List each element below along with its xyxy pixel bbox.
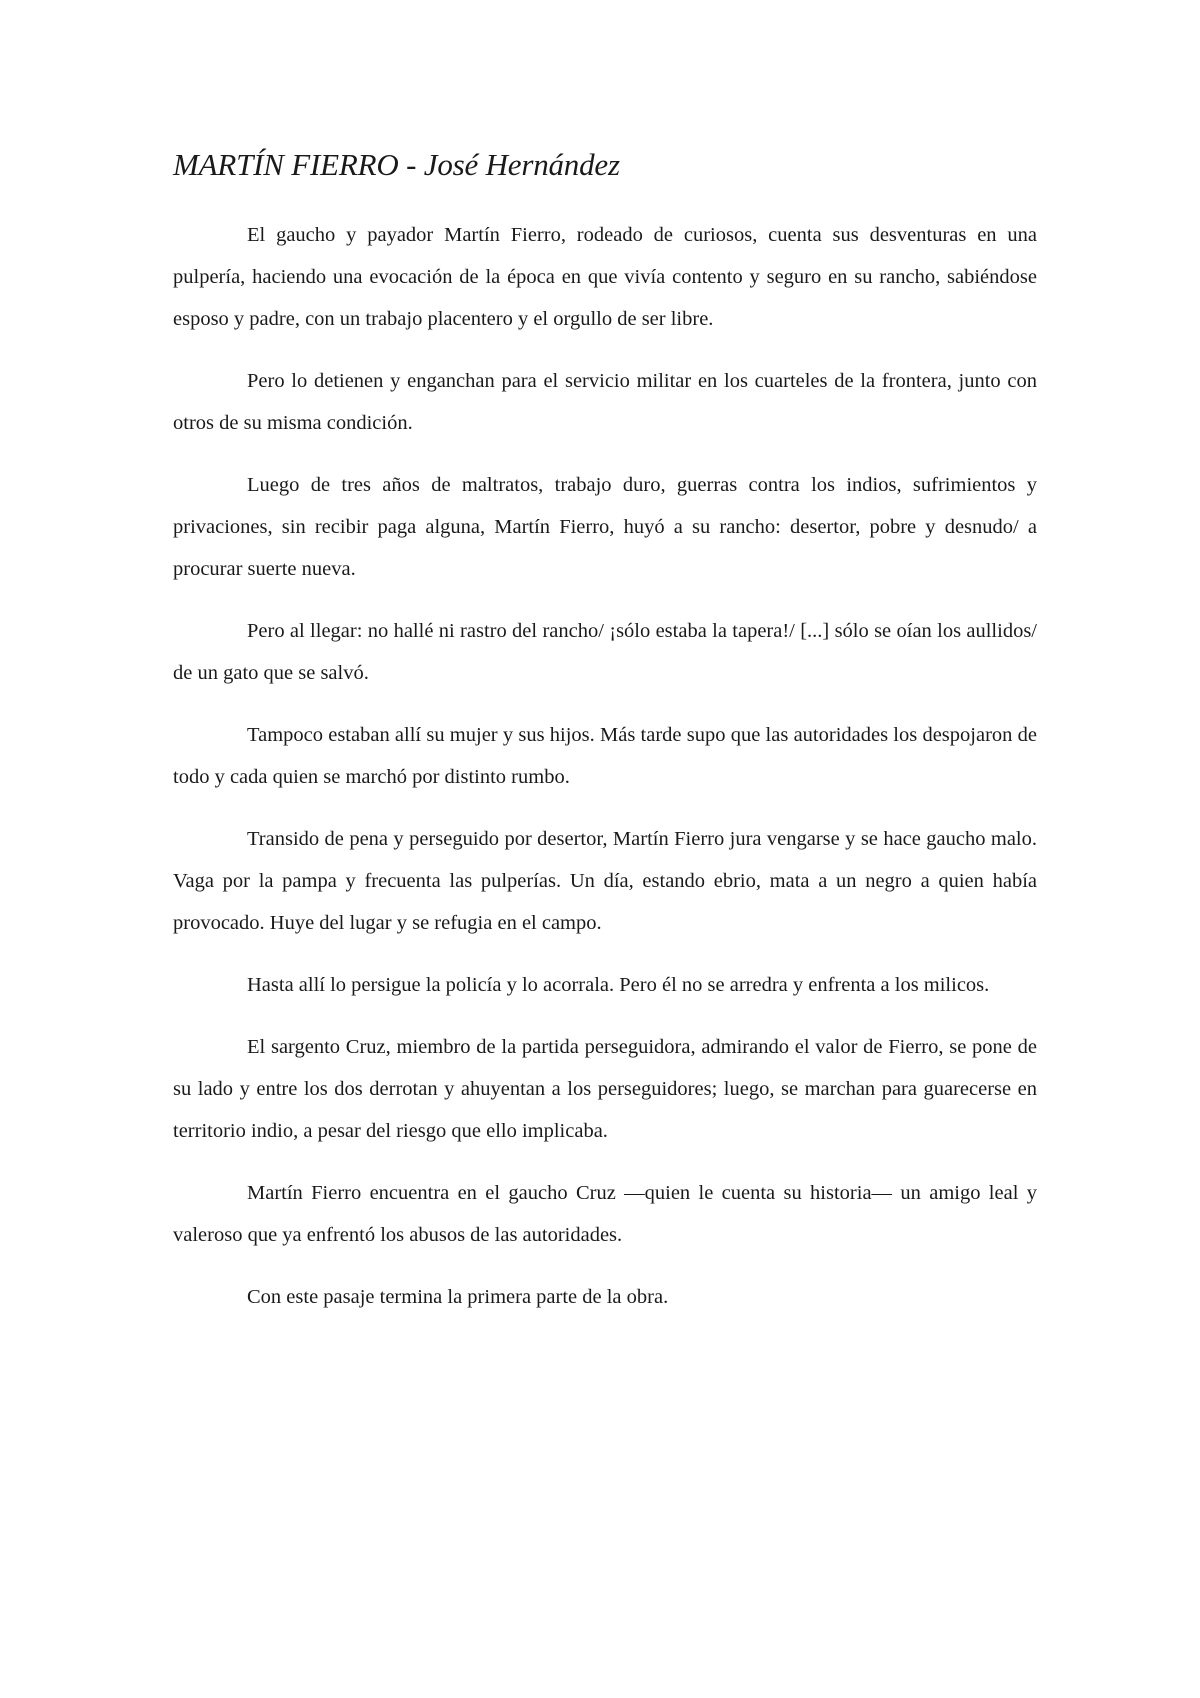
paragraph-1: El gaucho y payador Martín Fierro, rodeado de curiosos, cuenta sus desventuras en una pulpería, haciendo una evocación de la época en que vivía contento y seguro en su rancho, sabiéndose esposo y padre, con un trabajo placentero y el orgullo de ser libre. — [173, 224, 1037, 330]
document-title: MARTÍN FIERRO - José Hernández — [173, 147, 620, 182]
paragraph-2: Pero lo detienen y enganchan para el servicio militar en los cuarteles de la frontera, junto con otros de su misma condición. — [173, 370, 1037, 434]
paragraph-5: Tampoco estaban allí su mujer y sus hijos. Más tarde supo que las autoridades los despojaron de todo y cada quien se marchó por distinto rumbo. — [173, 724, 1037, 788]
paragraph-10: Con este pasaje termina la primera parte de la obra. — [247, 1286, 669, 1308]
paragraph-8: El sargento Cruz, miembro de la partida perseguidora, admirando el valor de Fierro, se pone de su lado y entre los dos derrotan y ahuyentan a los perseguidores; luego, se marchan para guarecerse en territorio indio, a pesar del riesgo que ello implicaba. — [173, 1036, 1037, 1142]
paragraph-9: Martín Fierro encuentra en el gaucho Cruz —quien le cuenta su historia— un amigo leal y valeroso que ya enfrentó los abusos de las autoridades. — [173, 1182, 1037, 1246]
paragraph-7: Hasta allí lo persigue la policía y lo acorrala. Pero él no se arredra y enfrenta a los milicos. — [247, 974, 990, 996]
paragraph-3: Luego de tres años de maltratos, trabajo duro, guerras contra los indios, sufrimientos y privaciones, sin recibir paga alguna, Martín Fierro, huyó a su rancho: desertor, pobre y desnudo/ a procurar suerte nueva. — [173, 474, 1037, 580]
paragraph-6: Transido de pena y perseguido por desertor, Martín Fierro jura vengarse y se hace gaucho malo. Vaga por la pampa y frecuenta las pulperías. Un día, estando ebrio, mata a un negro a quien había provocado. Huye del lugar y se refugia en el campo. — [173, 828, 1037, 934]
paragraph-4: Pero al llegar: no hallé ni rastro del rancho/ ¡sólo estaba la tapera!/ [...] sólo se oían los aullidos/ de un gato que se salvó. — [173, 620, 1037, 684]
